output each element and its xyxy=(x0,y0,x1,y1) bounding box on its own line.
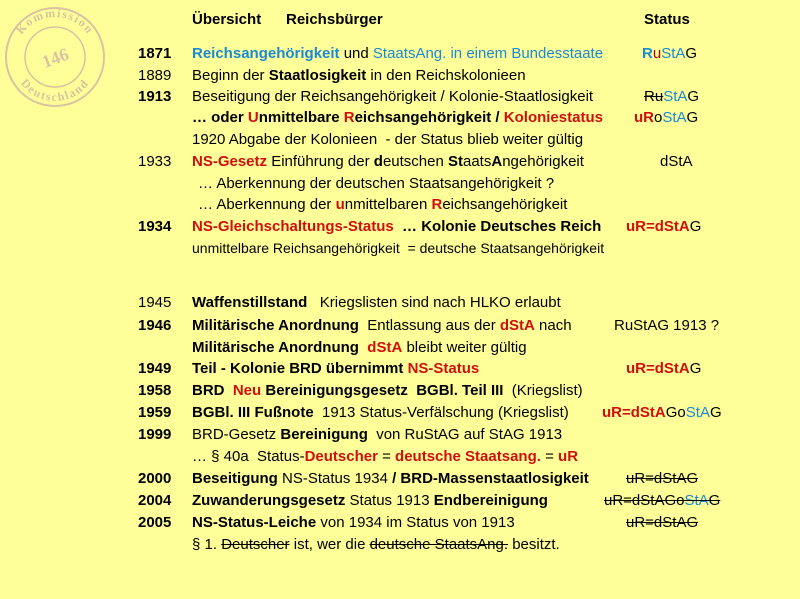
year: 1889 xyxy=(138,67,172,84)
year: 1949 xyxy=(138,360,172,377)
text: NS-Gesetz Einführung der deutschen StaatsAngehörigkeit xyxy=(192,153,584,170)
status: uR=dStAGoStAG xyxy=(604,492,721,509)
year: 1999 xyxy=(138,426,172,443)
text: NS-Gleichschaltungs-Status … Kolonie Deutsches Reich xyxy=(192,218,602,235)
year: 2005 xyxy=(138,514,172,531)
status: uR=dStAGoStAG xyxy=(602,404,722,421)
text: Beginn der Staatlosigkeit in den Reichskolonieen xyxy=(192,67,526,84)
svg-text:146: 146 xyxy=(39,43,72,72)
text: Militärische Anordnung dStA bleibt weiter gültig xyxy=(192,339,527,356)
year: 1934 xyxy=(138,218,172,235)
year: 2004 xyxy=(138,492,172,509)
year: 1913 xyxy=(138,88,172,105)
text: BRD-Gesetz Bereinigung von RuStAG auf StAG 1913 xyxy=(192,426,563,443)
text: … Aberkennung der deutschen Staatsangehörigkeit ? xyxy=(198,175,555,192)
svg-text:Deutschland: Deutschland xyxy=(18,75,92,105)
status: uR=dStAG xyxy=(626,360,702,377)
text: Waffenstillstand Kriegslisten sind nach HLKO erlaubt xyxy=(192,294,561,311)
svg-text:Kommission: Kommission xyxy=(12,5,98,37)
text: NS-Status-Leiche von 1934 im Status von 1913 xyxy=(192,514,515,531)
header-citizens: Reichsbürger xyxy=(286,11,383,28)
year: 1871 xyxy=(138,45,172,62)
status: RuStAG xyxy=(642,45,698,62)
text: 1920 Abgabe der Kolonieen - der Status blieb weiter gültig xyxy=(192,131,584,148)
status: dStA xyxy=(660,153,693,170)
text: Beseitigung NS-Status 1934 / BRD-Massenstaatlosigkeit xyxy=(192,470,589,487)
status: RuStAG xyxy=(644,88,700,105)
text: § 1. Deutscher ist, wer die deutsche StaatsAng. besitzt. xyxy=(192,536,560,553)
commission-seal-icon xyxy=(2,4,108,110)
text: Militärische Anordnung Entlassung aus der dStA nach xyxy=(192,317,572,334)
text: Zuwanderungsgesetz Status 1913 Endbereinigung xyxy=(192,492,548,509)
year: 2000 xyxy=(138,470,172,487)
text: … Aberkennung der unmittelbaren Reichsangehörigkeit xyxy=(198,196,568,213)
text: Reichsangehörigkeit und StaatsAng. in einem Bundesstaate xyxy=(192,45,604,62)
text: unmittelbare Reichsangehörigkeit = deutsche Staatsangehörigkeit xyxy=(192,240,605,256)
year: 1958 xyxy=(138,382,172,399)
status: uR=dStAG xyxy=(626,514,699,531)
text: Teil - Kolonie BRD übernimmt NS-Status xyxy=(192,360,480,377)
text: … § 40a Status-Deutscher = deutsche Staatsang. = uR xyxy=(192,448,579,465)
header-status: Status xyxy=(644,11,690,28)
status: RuStAG 1913 ? xyxy=(614,317,720,334)
text: BRD Neu Bereinigungsgesetz BGBl. Teil III (Kriegslist) xyxy=(192,382,583,399)
status: uR=dStAG xyxy=(626,218,702,235)
year: 1959 xyxy=(138,404,172,421)
year: 1933 xyxy=(138,153,172,170)
year: 1945 xyxy=(138,294,172,311)
status: uRoStAG xyxy=(634,109,699,126)
status: uR=dStAG xyxy=(626,470,699,487)
text: … oder Unmittelbare Reichsangehörigkeit / Koloniestatus xyxy=(192,109,603,126)
year: 1946 xyxy=(138,317,172,334)
header-overview: Übersicht xyxy=(192,11,262,28)
text: BGBl. III Fußnote 1913 Status-Verfälschung (Kriegslist) xyxy=(192,404,569,421)
text: Beseitigung der Reichsangehörigkeit / Kolonie-Staatlosigkeit xyxy=(192,88,594,105)
